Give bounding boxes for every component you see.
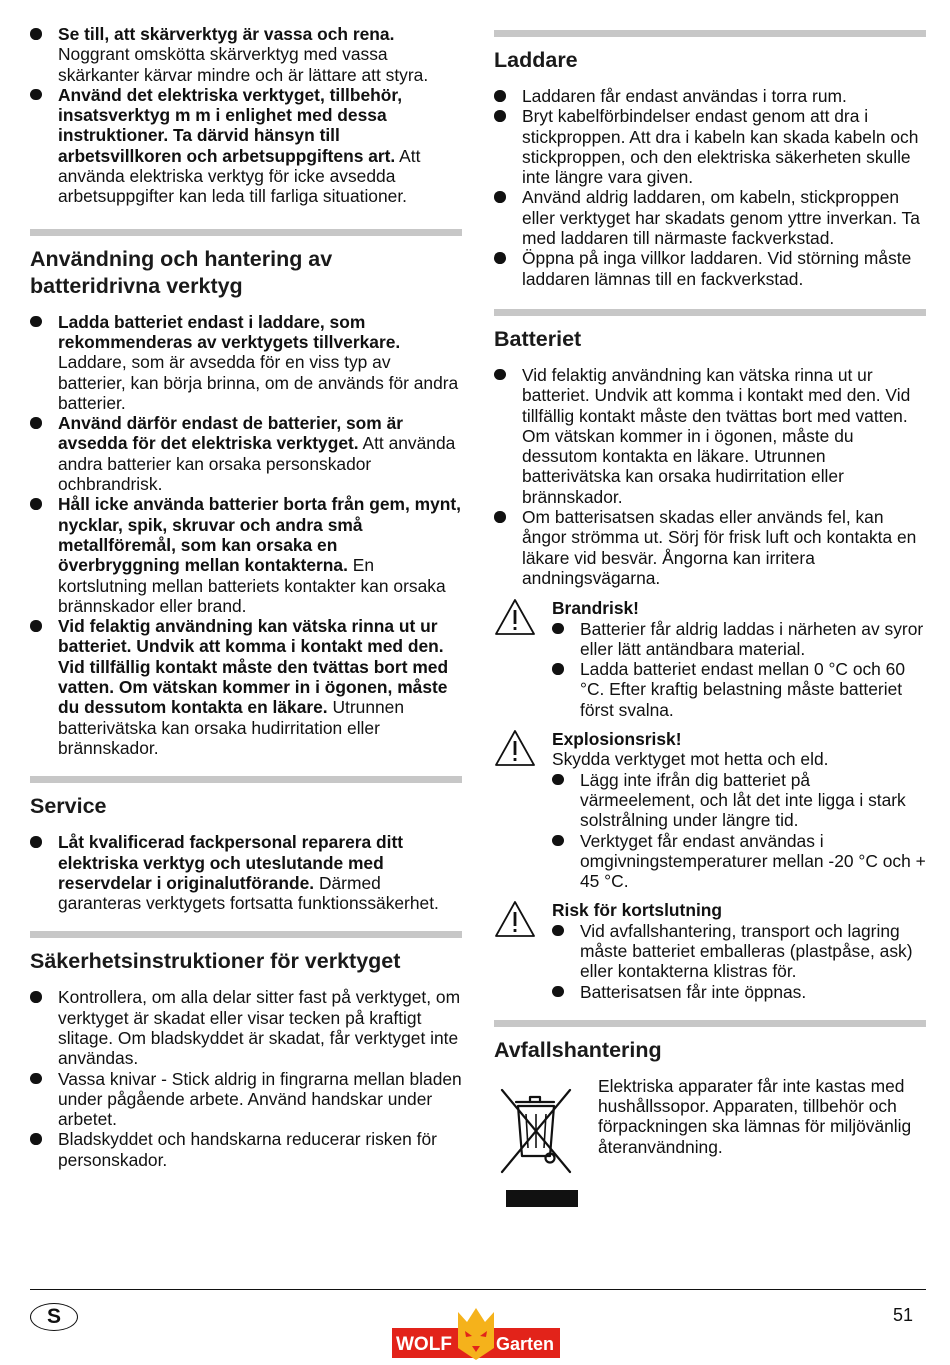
footer-divider	[30, 1289, 926, 1290]
list-item: Använd därför endast de batterier, som är avsedda för det elektriska verktyget. Att använda andra batterier kan orsaka personskador ochbrandrisk.	[30, 413, 462, 494]
list-item: Ladda batteriet endast i laddare, som rekommenderas av verktygets tillverkare. Laddare, som är avsedda för en viss typ av batterier, kan börja brinna, om de används för andra batterier.	[30, 312, 462, 413]
list-item: Håll icke använda batterier borta från gem, mynt, nycklar, spik, skruvar och andra små metallföremål, som kan orsaka en överbryggning mellan kontakterna. En kortslutning mellan batteriets kontakter kan orsaka brännskador eller brand.	[30, 494, 462, 616]
warning-list	[552, 921, 926, 1002]
list-item: Lägg inte ifrån dig batteriet på värmeelement, och låt det inte ligga i stark solstrålning under längre tid.	[552, 770, 926, 831]
warning-triangle-icon	[494, 598, 536, 636]
list-item: Öppna på inga villkor laddaren. Vid störning måste laddaren lämnas till en fackverkstad.	[494, 248, 926, 289]
disposal-block	[494, 1076, 926, 1216]
intro-list	[30, 24, 462, 207]
section-rule	[494, 30, 926, 37]
section-rule	[30, 229, 462, 236]
list-item: Batterier får aldrig laddas i närheten av syror eller lätt antändbara material.	[552, 619, 926, 660]
warning-triangle-icon	[494, 729, 536, 767]
section-rule	[30, 931, 462, 938]
list-item: Vid avfallshantering, transport och lagring måste batteriet emballeras (plastpåse, ask) eller kontakterna klistras för.	[552, 921, 926, 982]
service-list	[30, 832, 462, 913]
list-item: Vid felaktig användning kan vätska rinna ut ur batteriet. Undvik att komma i kontakt med den. Vid tillfällig kontakt måste den tvättas bort med vatten. Om vätskan kommer in i ögonen, måste du dessutom kontakta en läkare. Utrunnen batterivätska kan orsaka hudirritation eller brännskador.	[30, 616, 462, 758]
list-item: Ladda batteriet endast mellan 0 °C och 60 °C. Efter kraftig belastning måste batteriet först svalna.	[552, 659, 926, 720]
heading-service: Service	[30, 794, 107, 819]
charger-list	[494, 86, 926, 289]
right-column	[494, 0, 926, 1216]
heading-battery: Batteriet	[494, 326, 582, 351]
list-item: Kontrollera, om alla delar sitter fast på verktyget, om verktyget är skadat eller visar tecken på kraftigt slitage. Om bladskyddet är skadat, får verktyget inte användas.	[30, 987, 462, 1068]
page-number: 51	[893, 1305, 914, 1325]
list-item: Batterisatsen får inte öppnas.	[552, 982, 926, 1002]
heading-disposal: Avfallshantering	[494, 1037, 662, 1062]
battery-list	[494, 365, 926, 588]
section-rule	[494, 1020, 926, 1027]
list-item: Om batterisatsen skadas eller används fel, kan ångor strömma ut. Sörj för frisk luft och kontakta en läkare vid besvär. Ångorna kan irritera andningsvägarna.	[494, 507, 926, 588]
battery-tools-list	[30, 312, 462, 759]
list-item: Verktyget får endast användas i omgivningstemperaturer mellan -20 °C och + 45 °C.	[552, 831, 926, 892]
list-item: Vid felaktig användning kan vätska rinna ut ur batteriet. Undvik att komma i kontakt med den. Vid tillfällig kontakt måste den tvättas bort med vatten. Om vätskan kommer in i ögonen, måste du dessutom kontakta en läkare. Utrunnen batterivätska kan orsaka hudirritation eller brännskador.	[494, 365, 926, 507]
warning-list	[552, 619, 926, 720]
list-item: Vassa knivar - Stick aldrig in fingrarna mellan bladen under pågående arbete. Använd handskar under arbetet.	[30, 1069, 462, 1130]
warning-title: Explosionsrisk!	[552, 729, 682, 750]
warning-title: Risk för kortslutning	[552, 900, 723, 921]
safety-list	[30, 987, 462, 1170]
warning-fire	[494, 598, 926, 720]
warning-title: Brandrisk!	[552, 598, 639, 619]
warning-explosion	[494, 729, 926, 891]
crossed-out-wheelie-bin-icon	[496, 1080, 580, 1210]
list-item: Använd det elektriska verktyget, tillbehör, insatsverktyg m m i enlighet med dessa instruktioner. Ta därvid hänsyn till arbetsvillkoren och arbetsuppgiftens art. Att använda elektriska verktyg för icke avsedda arbetsuppgifter kan leda till farliga situationer.	[30, 85, 462, 207]
warning-list	[552, 770, 926, 892]
logo-left-text: WOLF	[396, 1334, 452, 1355]
language-badge: S	[30, 1303, 78, 1331]
left-column	[30, 0, 462, 1170]
section-rule	[30, 776, 462, 783]
warning-text: Skydda verktyget mot hetta och eld.	[552, 749, 829, 770]
section-rule	[494, 309, 926, 316]
wolf-garten-logo	[390, 1306, 562, 1362]
disposal-text: Elektriska apparater får inte kastas med hushållssopor. Apparaten, tillbehör och förpackningen ska lämnas för miljövänlig återanvändning.	[598, 1075, 912, 1157]
list-item: Bryt kabelförbindelser endast genom att dra i stickproppen. Att dra i kabeln kan skada kabeln och stickproppen, och den elektriska säkerheten skulle inte längre vara given.	[494, 106, 926, 187]
list-item: Laddaren får endast användas i torra rum.	[494, 86, 926, 106]
heading-charger: Laddare	[494, 48, 578, 72]
logo-right-text: Garten	[496, 1334, 555, 1354]
warning-triangle-icon	[494, 900, 536, 938]
list-item: Se till, att skärverktyg är vassa och rena. Noggrant omskötta skärverktyg med vassa skärkanter kärvar mindre och är lättare att styra.	[30, 24, 462, 85]
warning-short-circuit	[494, 900, 926, 1001]
list-item: Bladskyddet och handskarna reducerar risken för personskador.	[30, 1129, 462, 1170]
heading-safety: Säkerhetsinstruktioner för verktyget	[30, 949, 401, 974]
list-item: Använd aldrig laddaren, om kabeln, stickproppen eller verktyget har skadats genom yttre inverkan. Ta med laddaren till närmaste fackverkstad.	[494, 187, 926, 248]
heading-battery-tools: Användning och hantering av batteridrivna verktyg	[30, 246, 333, 298]
list-item: Låt kvalificerad fackpersonal reparera ditt elektriska verktyg och uteslutande med reservdelar i originalutförande. Därmed garanteras verktygets fortsatta funktionssäkerhet.	[30, 832, 462, 913]
